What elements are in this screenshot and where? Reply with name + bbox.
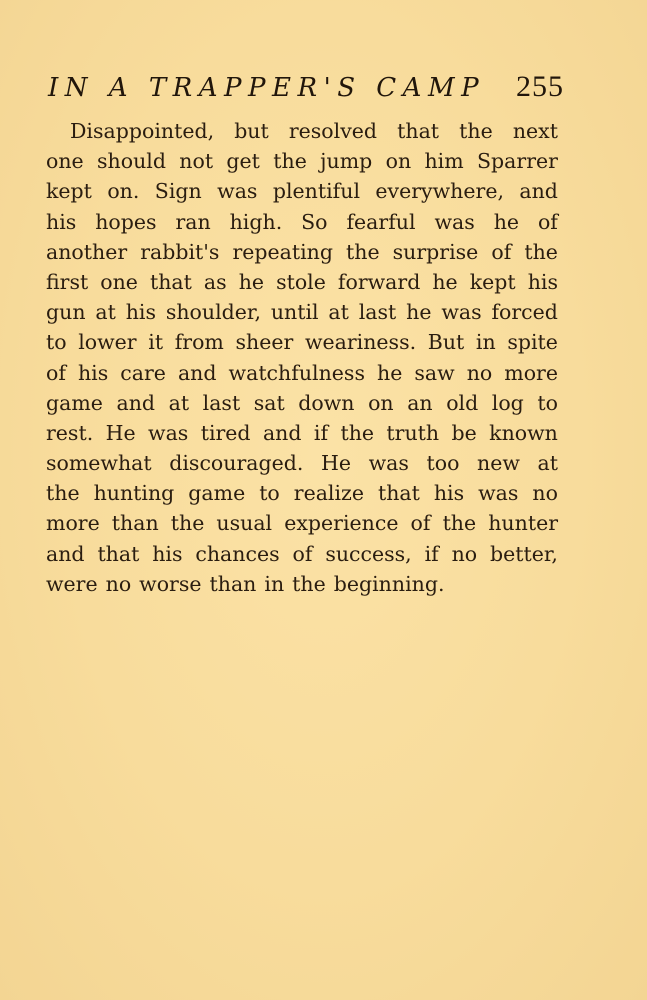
- text-line: Disappointed, but resolved that the next: [70, 119, 558, 143]
- text-line: gun at his shoulder, until at last he was forced: [46, 300, 558, 325]
- text-line: the hunting game to realize that his was no: [46, 481, 558, 506]
- text-line: kept on. Sign was plentiful everywhere, and: [46, 179, 558, 204]
- text-line: were no worse than in the beginning.: [46, 571, 445, 596]
- text-line: and that his chances of success, if no better,: [46, 541, 558, 566]
- running-title: IN A TRAPPER'S CAMP: [48, 73, 486, 103]
- text-line: his hopes ran high. So fearful was he of: [46, 209, 558, 234]
- text-line: another rabbit's repeating the surprise of the: [46, 239, 558, 264]
- page-number: 255: [516, 70, 564, 103]
- text-line: game and at last sat down on an old log to: [46, 390, 558, 415]
- text-line: one should not get the jump on him Sparrer: [46, 149, 558, 174]
- text-line: of his care and watchfulness he saw no more: [46, 360, 558, 385]
- running-head: [48, 70, 564, 110]
- text-line: more than the usual experience of the hunter: [46, 511, 558, 536]
- text-line: somewhat discouraged. He was too new at: [46, 451, 558, 476]
- text-line: first one that as he stole forward he kept his: [46, 269, 558, 294]
- body-paragraph: [46, 116, 558, 599]
- text-line: rest. He was tired and if the truth be known: [46, 420, 558, 445]
- text-line: to lower it from sheer weariness. But in spite: [46, 330, 558, 355]
